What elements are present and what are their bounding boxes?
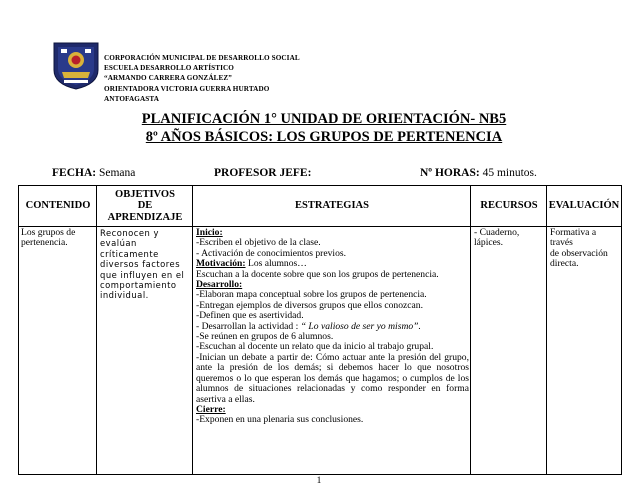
evaluacion-line: Formativa a través [550, 227, 597, 249]
objetivos-line: que influyen en el [100, 269, 185, 280]
org-line-4: ORIENTADORA VICTORIA GUERRA HURTADO [104, 84, 270, 93]
objetivos-line: evalúan [100, 238, 137, 249]
horas-label: Nº HORAS: [420, 167, 480, 179]
strategy-line: -Inician un debate a partir de: Cómo actuar ante la presión del grupo, [196, 351, 469, 363]
contenido-line: pertenencia. [21, 237, 68, 249]
recursos-line: - Cuaderno, [474, 227, 520, 238]
motivacion-text: Los alumnos… [245, 258, 307, 270]
org-line-2: ESCUELA DESARROLLO ARTÍSTICO [104, 64, 234, 73]
strategy-activity-text: - Desarrollan la actividad : [196, 320, 301, 332]
org-line-1: CORPORACIÓN MUNICIPAL DE DESARROLLO SOCIAL [104, 54, 300, 62]
strategy-line: -Se reúnen en grupos de 6 alumnos. [196, 331, 334, 343]
objetivos-line: individual. [100, 290, 149, 301]
desarrollo-label: Desarrollo: [196, 279, 243, 291]
fecha-value: Semana [98, 167, 136, 179]
strategy-line: -Definen que es asertividad. [196, 310, 304, 322]
contenido-line: Los grupos de [21, 227, 76, 238]
planning-table [18, 185, 622, 475]
motivacion-label: Motivación: [196, 258, 246, 270]
school-crest-icon [52, 40, 100, 90]
strategy-line: -Escuchan al docente un relato que da inicio al trabajo grupal. [196, 341, 434, 353]
objetivos-line: Reconocen y [100, 228, 159, 238]
strategy-line: -Entregan ejemplos de diversos grupos que ellos conozcan. [196, 299, 423, 311]
strategy-line: -Escriben el objetivo de la clase. [196, 237, 321, 249]
profesor-field [214, 167, 311, 179]
profesor-label: PROFESOR JEFE: [214, 167, 312, 179]
cell-recursos [474, 228, 546, 249]
evaluacion-line: directa. [550, 258, 579, 270]
horas-value: 45 minutos. [482, 167, 537, 179]
document-title: PLANIFICACIÓN 1° UNIDAD DE ORIENTACIÓN- NB5 [141, 111, 507, 127]
cell-contenido [21, 228, 95, 249]
strategy-line: - Activación de conocimientos previos. [196, 247, 346, 259]
objetivos-line: comportamiento [100, 280, 177, 291]
horas-field [420, 167, 537, 179]
header-objetivos-line-1: OBJETIVOS [115, 188, 175, 200]
strategy-line: Escuchan a la docente sobre que son los grupos de pertenencia. [196, 268, 439, 280]
strategy-line: asertiva a ellas. [196, 393, 255, 405]
cierre-label: Cierre: [196, 403, 226, 415]
recursos-line: lápices. [474, 237, 504, 249]
evaluacion-line: de observación [550, 247, 608, 259]
header-objetivos-line-3: APRENDIZAJE [107, 211, 183, 223]
strategy-activity-title: “ Lo valioso de ser yo mismo”. [300, 320, 421, 332]
inicio-label: Inicio: [196, 227, 223, 238]
fecha-field [52, 167, 135, 179]
cell-objetivos [100, 228, 192, 301]
cell-estrategias [196, 228, 469, 426]
header-objetivos [97, 186, 193, 226]
organization-header [104, 53, 300, 104]
header-recursos: RECURSOS [480, 200, 538, 212]
strategy-line: alumnos de situaciones relacionadas y como responder en forma [196, 383, 469, 395]
header-contenido: CONTENIDO [25, 200, 91, 212]
page-number: 1 [316, 476, 322, 486]
document-subtitle: 8º AÑOS BÁSICOS: LOS GRUPOS DE PERTENENCIA [145, 129, 503, 145]
org-line-5: ANTOFAGASTA [104, 94, 160, 103]
strategy-line: queremos o lo que esperan los demás que hagamos; o cumplos de los [196, 372, 469, 384]
strategy-line: -Elaboran mapa conceptual sobre los grupos de pertenencia. [196, 289, 427, 301]
strategy-line: ante la presión de los demás; si debemos hacer lo que nosotros [196, 362, 469, 374]
fecha-label: FECHA: [52, 167, 97, 179]
strategy-line: -Exponen en una plenaria sus conclusiones. [196, 414, 364, 426]
objetivos-line: diversos factores [100, 259, 181, 270]
header-estrategias: ESTRATEGIAS [295, 200, 369, 212]
objetivos-line: críticamente [100, 248, 159, 259]
header-objetivos-line-2: DE [137, 200, 153, 212]
org-line-3: “ARMANDO CARRERA GONZÁLEZ” [104, 74, 232, 83]
header-evaluacion: EVALUACIÓN [548, 200, 620, 212]
cell-evaluacion [550, 228, 620, 270]
